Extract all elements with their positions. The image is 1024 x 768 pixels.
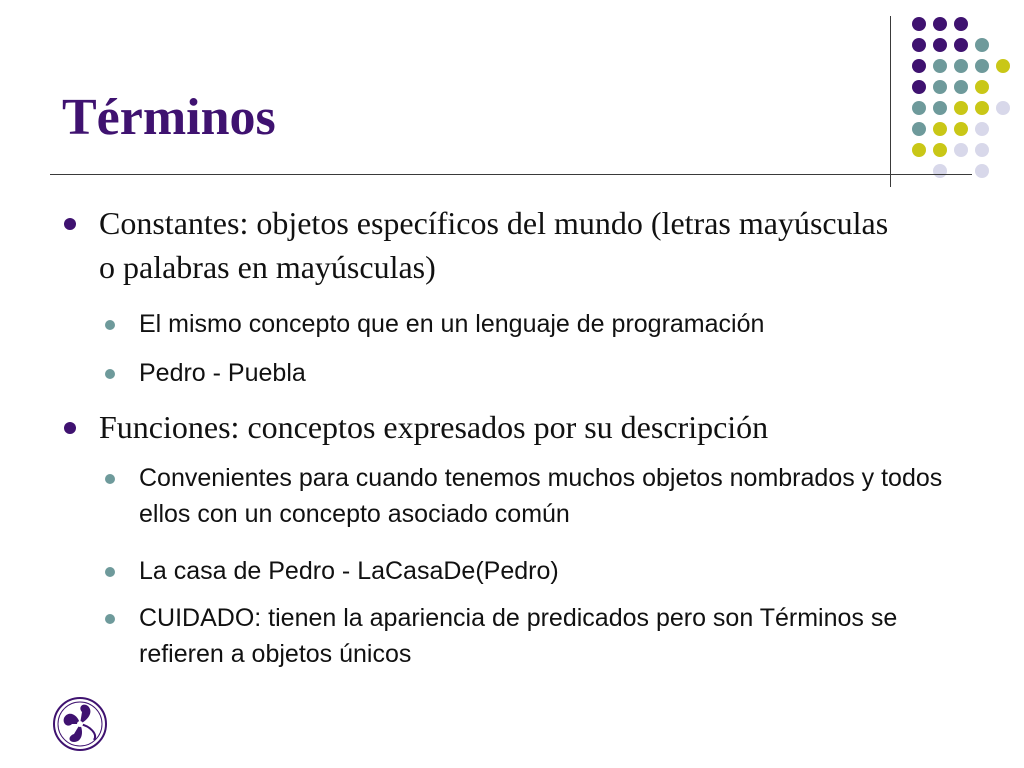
bullet-icon (64, 218, 76, 230)
sub-bullet-text: Pedro - Puebla (139, 359, 306, 387)
sub-bullet-icon (105, 567, 115, 577)
sub-bullet-text: Convenientes para cuando tenemos muchos objetos nombrados y todos ellos con un concepto asociado común (139, 464, 943, 528)
sub-bullet-text: El mismo concepto que en un lenguaje de programación (139, 310, 765, 338)
sub-bullet-icon (105, 614, 115, 624)
sub-bullet-icon (105, 320, 115, 330)
sub-bullet-text: CUIDADO: tienen la apariencia de predicados pero son Términos se refieren a objetos únicos (139, 604, 898, 668)
sub-bullet-icon (105, 474, 115, 484)
slide-title: Términos (62, 89, 276, 146)
triskelion-logo-icon (52, 696, 108, 752)
bullet-text: Funciones: conceptos expresados por su descripción (99, 409, 769, 445)
sub-bullet-icon (105, 369, 115, 379)
bullet-icon (64, 422, 76, 434)
bullet-text: Constantes: objetos específicos del mundo (letras mayúsculas o palabras en mayúsculas) (99, 205, 889, 285)
sub-bullet-text: La casa de Pedro - LaCasaDe(Pedro) (139, 557, 559, 585)
